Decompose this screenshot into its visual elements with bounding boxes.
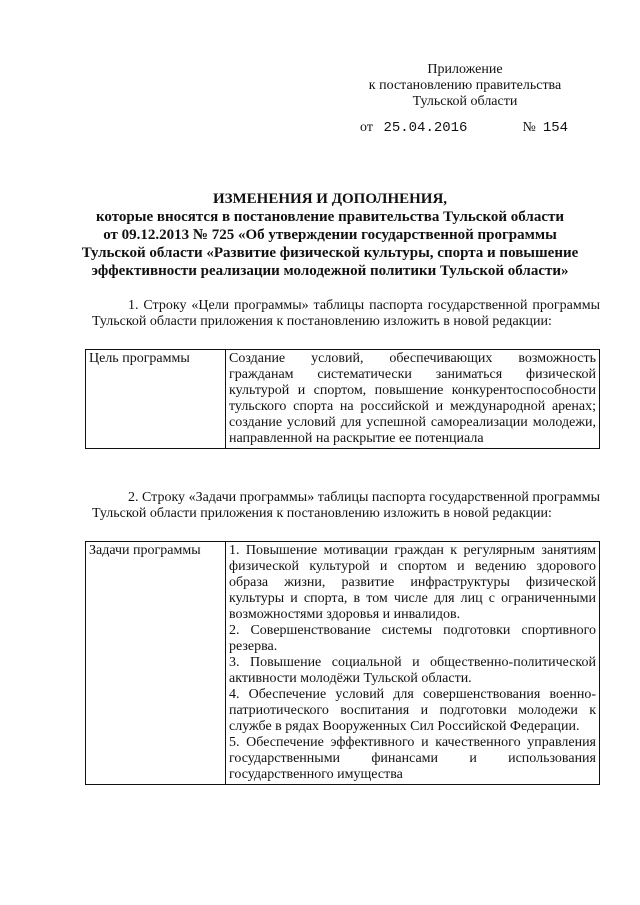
task-item: 5. Обеспечение эффективного и качественного управления государственными финансами и использования государственного имущества — [229, 735, 596, 782]
title-line-2: которые вносятся в постановление правительства Тульской области — [95, 209, 565, 225]
document-number: 154 — [542, 120, 569, 136]
title-line-1: ИЗМЕНЕНИЯ И ДОПОЛНЕНИЯ, — [212, 191, 448, 207]
task-item: 1. Повышение мотивации граждан к регулярным занятиям физической культурой и спортом и ведению здорового образа жизни, развитие инфраструктуры физической культуры и спорта, в том числе для лиц с ограниченными возможностями здоровья и инвалидов. — [229, 543, 596, 622]
appendix-line-1: Приложение — [427, 62, 503, 77]
table-row — [86, 350, 600, 449]
item-2-paragraph: 2. Строку «Задачи программы» таблицы паспорта государственной программы Тульской области приложения к постановлению изложить в новой редакции: — [92, 490, 600, 521]
goals-content: Создание условий, обеспечивающих возможность гражданам систематически заниматься физической культурой и спортом, повышение конкурентоспособности тульского спорта на российской и международной аренах; создание условий для успешной самореализации молодежи, направленной на раскрытие ее потенциала — [226, 350, 600, 449]
date-from-label: от — [360, 120, 373, 135]
title-line-3: от 09.12.2013 № 725 «Об утверждении государственной программы — [103, 227, 557, 243]
title-line-5: эффективности реализации молодежной политики Тульской области» — [91, 263, 569, 279]
task-item: 4. Обеспечение условий для совершенствования военно-патриотического воспитания и подготовки молодежи к службе в рядах Вооруженных Сил Российской Федерации. — [229, 687, 596, 734]
appendix-header — [340, 62, 590, 110]
tasks-content — [226, 542, 600, 785]
tasks-table — [85, 541, 600, 785]
document-date: 25.04.2016 — [383, 120, 468, 136]
tasks-label: Задачи программы — [86, 542, 226, 785]
task-item: 2. Совершенствование системы подготовки спортивного резерва. — [229, 623, 596, 654]
document-dateline — [360, 120, 620, 136]
goals-label: Цель программы — [86, 350, 226, 449]
task-item: 3. Повышение социальной и общественно-политической активности молодёжи Тульской области. — [229, 655, 596, 686]
title-line-4: Тульской области «Развитие физической культуры, спорта и повышение — [81, 245, 579, 261]
table-row — [86, 542, 600, 785]
number-label: № — [522, 120, 536, 135]
goals-table — [85, 349, 600, 449]
appendix-line-3: Тульской области — [412, 94, 518, 109]
document-title — [60, 190, 600, 280]
appendix-line-2: к постановлению правительства — [368, 78, 562, 93]
item-1-paragraph: 1. Строку «Цели программы» таблицы паспорта государственной программы Тульской области приложения к постановлению изложить в новой редакции: — [92, 298, 600, 329]
